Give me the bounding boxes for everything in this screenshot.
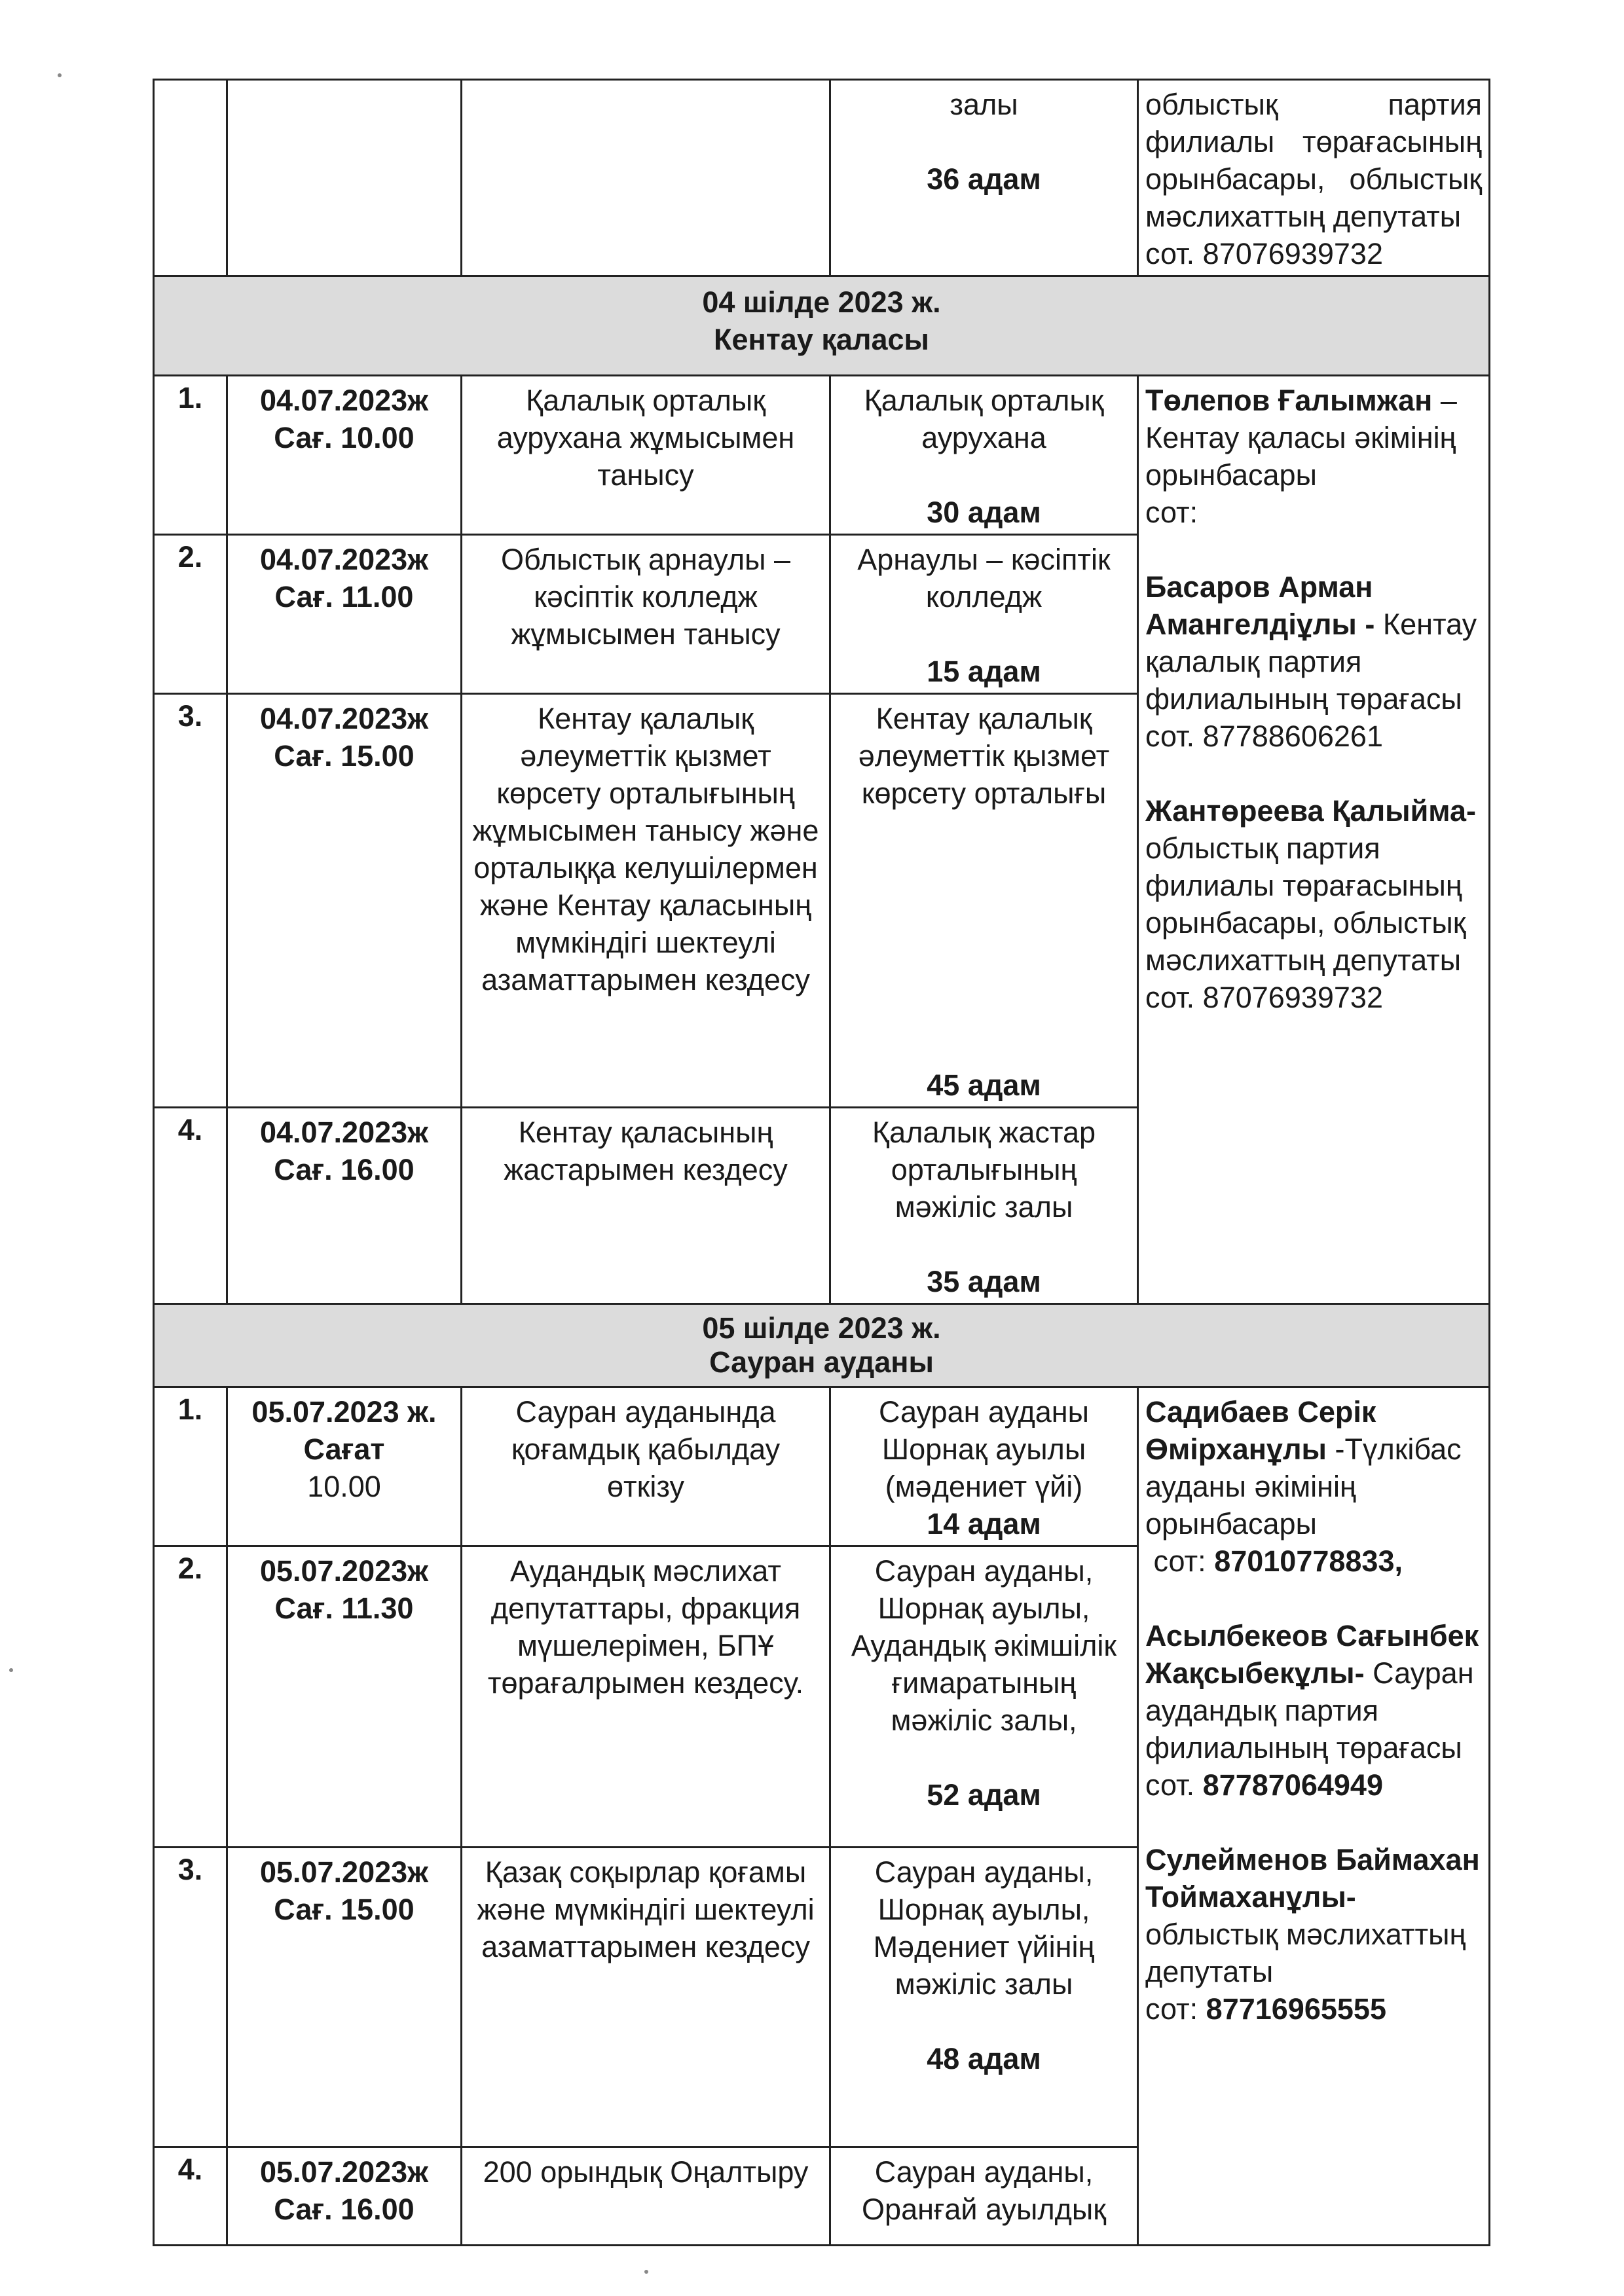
responsible-role: Кентау қаласы әкімінің орынбасары <box>1145 421 1456 492</box>
row-date <box>227 535 462 694</box>
row-number: 1. <box>154 376 227 535</box>
row-date <box>227 1546 462 1848</box>
section-header <box>154 276 1490 376</box>
row-place <box>830 1848 1138 2147</box>
section-title <box>154 1304 1490 1387</box>
row-event: 200 орындық Оңалтыру <box>462 2147 830 2246</box>
date-text: 04.07.2023ж <box>259 543 429 576</box>
responsible-role: облыстық партия филиалы төрағасының орынбасары, облыстық мәслихаттың депутаты <box>1145 831 1466 977</box>
time-text: Сағ. 11.00 <box>274 580 414 613</box>
separator <box>1375 608 1383 641</box>
table-row <box>154 376 1490 535</box>
row-number: 2. <box>154 535 227 694</box>
row-place <box>830 535 1138 694</box>
responsible-role: Түлкібас ауданы әкімінің орынбасары <box>1145 1432 1462 1540</box>
table-row <box>154 1387 1490 1546</box>
row-event: Облыстық арнаулы – кәсіптік колледж жұмысымен танысу <box>462 535 830 694</box>
place-text: залы <box>950 88 1018 121</box>
responsible-role: Сауран аудандық партия филиалының төрағасы <box>1145 1656 1474 1764</box>
section-place: Кентау қаласы <box>714 323 929 356</box>
cell-date <box>227 80 462 276</box>
time-text: Сағ. 16.00 <box>274 2193 415 2226</box>
participant-count: 36 адам <box>927 162 1041 196</box>
participant-count: 52 адам <box>927 1778 1041 1812</box>
participant-count: 35 адам <box>927 1265 1041 1298</box>
row-number: 4. <box>154 1108 227 1304</box>
row-place <box>830 694 1138 1108</box>
time-text: Сағ. 15.00 <box>274 739 415 773</box>
row-event: Сауран ауданында қоғамдық қабылдау өткізу <box>462 1387 830 1546</box>
responsible-person <box>1145 1841 1482 2028</box>
phone-label: сот: <box>1145 1992 1198 2026</box>
row-date <box>227 376 462 535</box>
row-event: Кентау қаласының жастарымен кездесу <box>462 1108 830 1304</box>
responsible-phone: сот. 87788606261 <box>1145 720 1383 753</box>
row-place <box>830 1108 1138 1304</box>
row-event: Аудандық мәслихат депутаттары, фракция мүшелерімен, БПҰ төрағалрымен кездесу. <box>462 1546 830 1848</box>
responsible-name: Садибаев Серік Өмірханұлы <box>1145 1395 1376 1466</box>
time-text: Сағ. 15.00 <box>274 1893 415 1926</box>
participant-count: 48 адам <box>927 2042 1041 2075</box>
place-text: Қалалық орталық аурухана <box>864 384 1104 454</box>
scan-speck <box>9 1668 13 1672</box>
phone-label: сот. <box>1145 1768 1195 1802</box>
row-event: Қалалық орталық аурухана жұмысымен танысу <box>462 376 830 535</box>
row-date <box>227 1848 462 2147</box>
responsible-person <box>1145 1617 1482 1804</box>
row-event: Қазақ соқырлар қоғамы және мүмкіндігі шектеулі азаматтарымен кездесу <box>462 1848 830 2147</box>
place-text: Сауран ауданы, Шорнақ ауылы, Аудандық әкімшілік ғимаратының мәжіліс залы, <box>851 1554 1117 1737</box>
section-header <box>154 1304 1490 1387</box>
scan-speck <box>644 2270 648 2274</box>
date-text: 04.07.2023ж <box>259 384 429 417</box>
separator: - <box>1326 1432 1345 1466</box>
section-place: Сауран ауданы <box>709 1345 934 1379</box>
responsible-phone: сот: <box>1145 496 1198 529</box>
row-number: 1. <box>154 1387 227 1546</box>
separator <box>1365 1656 1373 1690</box>
date-text: 05.07.2023 ж. <box>251 1395 437 1429</box>
schedule-table <box>153 79 1490 2246</box>
place-text: Арнаулы – кәсіптік колледж <box>857 543 1111 613</box>
responsible-person <box>1145 568 1482 755</box>
row-number: 2. <box>154 1546 227 1848</box>
responsible-role: Кентау қалалық партия филиалының төрағасы <box>1145 608 1477 716</box>
responsible-role: облыстық партия филиалы төрағасының орынбасары, облыстық мәслихаттың депутаты <box>1145 88 1482 233</box>
place-text: Сауран ауданы, Шорнақ ауылы, Мәдениет үйінің мәжіліс залы <box>873 1855 1095 2001</box>
date-text: 04.07.2023ж <box>259 702 429 735</box>
cell-num <box>154 80 227 276</box>
date-text: 05.07.2023ж <box>259 1855 429 1889</box>
row-place <box>830 1387 1138 1546</box>
row-event: Кентау қалалық әлеуметтік қызмет көрсету орталығының жұмысымен танысу және орталыққа келушілермен және Кентау қаласының мүмкіндігі шектеулі азаматтарымен кездесу <box>462 694 830 1108</box>
place-text: Қалалық жастар орталығының мәжіліс залы <box>872 1116 1096 1224</box>
carryover-row <box>154 80 1490 276</box>
participant-count: 45 адам <box>927 1068 1041 1102</box>
time-text: Сағ. 10.00 <box>274 421 415 454</box>
row-number: 4. <box>154 2147 227 2246</box>
row-place: Сауран ауданы, Оранғай ауылдық <box>830 2147 1138 2246</box>
time-text: Сағ. 16.00 <box>274 1153 415 1186</box>
separator: – <box>1432 384 1457 417</box>
date-text: 05.07.2023ж <box>259 2155 429 2189</box>
responsible-name: Басаров Арман Амангелдіұлы - <box>1145 570 1375 641</box>
row-date <box>227 2147 462 2246</box>
cell-place <box>830 80 1138 276</box>
participant-count: 15 адам <box>927 655 1041 688</box>
section-title <box>154 276 1490 376</box>
participant-count: 30 адам <box>927 496 1041 529</box>
responsible-phone: сот. 87076939732 <box>1145 237 1383 270</box>
responsible-name: Төлепов Ғалымжан <box>1145 384 1433 417</box>
row-date <box>227 694 462 1108</box>
section-date: 04 шілде 2023 ж. <box>702 285 941 319</box>
row-number: 3. <box>154 694 227 1108</box>
date-text: 04.07.2023ж <box>259 1116 429 1149</box>
responsible-name: Жантөреева Қалыйма- <box>1145 794 1476 828</box>
place-text: Кентау қалалық әлеуметтік қызмет көрсету орталығы <box>858 702 1110 810</box>
responsible-person <box>1145 382 1482 531</box>
responsible-person <box>1145 792 1482 1016</box>
responsible-phone: сот. 87076939732 <box>1145 981 1383 1014</box>
row-number: 3. <box>154 1848 227 2147</box>
row-place <box>830 376 1138 535</box>
row-date <box>227 1387 462 1546</box>
cell-responsible <box>1138 80 1490 276</box>
responsible-cell <box>1138 1387 1490 2246</box>
place-text: Сауран ауданы Шорнақ ауылы (мәдениет үйі) <box>879 1395 1089 1503</box>
participant-count: 14 адам <box>927 1507 1041 1540</box>
row-place <box>830 1546 1138 1848</box>
row-date <box>227 1108 462 1304</box>
cell-event <box>462 80 830 276</box>
scan-speck <box>58 73 62 77</box>
date-text: 05.07.2023ж <box>259 1554 429 1588</box>
time-text: Сағат <box>303 1432 385 1466</box>
time-value: 10.00 <box>307 1470 381 1503</box>
time-text: Сағ. 11.30 <box>274 1592 414 1625</box>
responsible-cell <box>1138 376 1490 1304</box>
section-date: 05 шілде 2023 ж. <box>702 1311 941 1345</box>
responsible-phone: 87716965555 <box>1206 1992 1386 2026</box>
responsible-role: облыстық мәслихаттың депутаты <box>1145 1918 1466 1988</box>
responsible-phone: 87010778833, <box>1214 1544 1403 1578</box>
responsible-person <box>1145 1393 1482 1580</box>
responsible-name: Асылбекеов Сағынбек Жақсыбекұлы- <box>1145 1619 1479 1690</box>
responsible-name: Сулейменов Баймахан Тоймаханұлы- <box>1145 1843 1480 1914</box>
responsible-phone: 87787064949 <box>1202 1768 1383 1802</box>
phone-label: сот: <box>1153 1544 1206 1578</box>
